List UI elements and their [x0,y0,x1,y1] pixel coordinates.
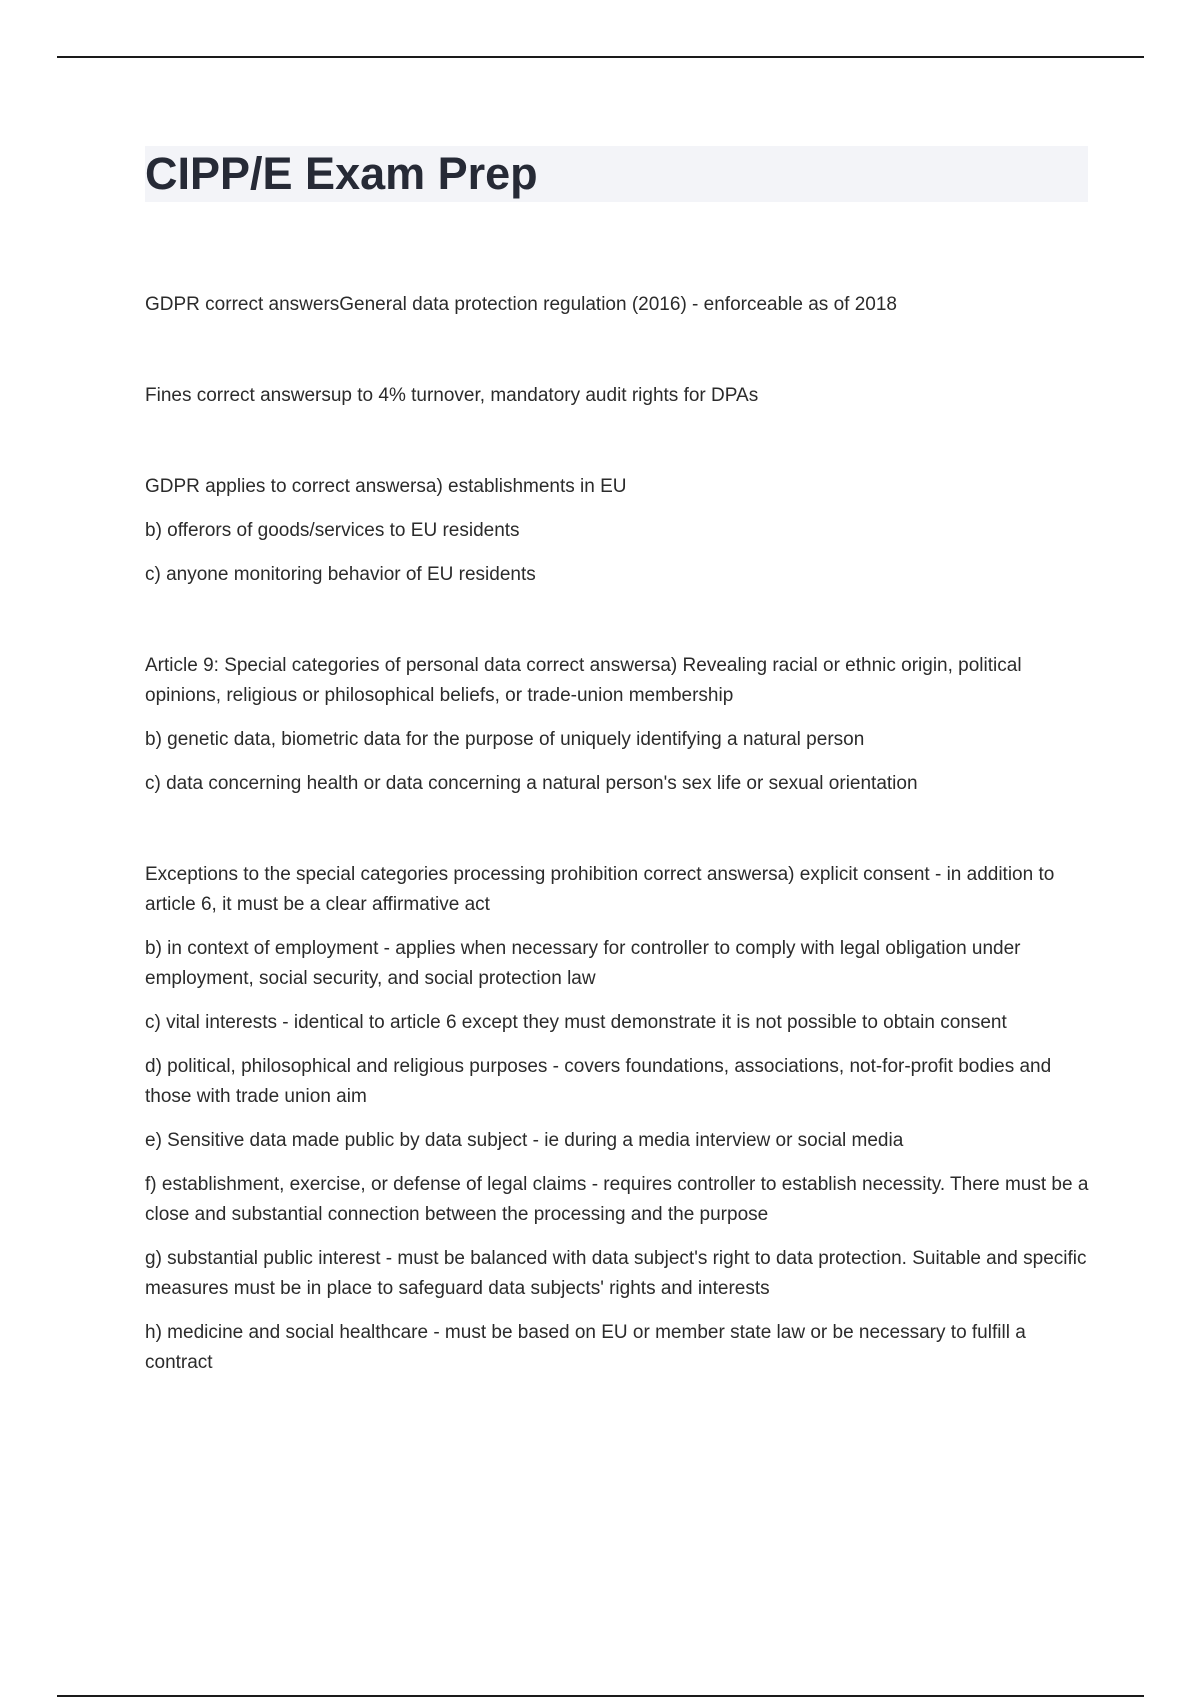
card-text: Fines correct answersup to 4% turnover, mandatory audit rights for DPAs [145,385,759,406]
flashcard-article-9 [145,651,1090,799]
card-text: h) medicine and social healthcare - must be based on EU or member state law or be necessary to fulfill a contract [145,1322,1026,1373]
page-title: CIPP/E Exam Prep [145,148,538,199]
card-text: b) genetic data, biometric data for the purpose of uniquely identifying a natural person [145,729,865,750]
top-divider [57,56,1144,58]
flashcard-gdpr [145,290,1090,320]
card-text: g) substantial public interest - must be balanced with data subject's right to data protection. Suitable and specific measures must be in place to safeguard data subjects' rights and interests [145,1248,1087,1299]
card-text: e) Sensitive data made public by data subject - ie during a media interview or social media [145,1130,904,1151]
card-text: b) in context of employment - applies when necessary for controller to comply with legal obligation under employment, social security, and social protection law [145,938,1021,989]
flashcard-gdpr-applies [145,472,1090,590]
bottom-divider [57,1695,1144,1697]
card-text: d) political, philosophical and religious purposes - covers foundations, associations, not-for-profit bodies and those with trade union aim [145,1056,1052,1107]
card-text: f) establishment, exercise, or defense of legal claims - requires controller to establish necessity. There must be a close and substantial connection between the processing and the purpose [145,1174,1089,1225]
card-text: GDPR correct answersGeneral data protection regulation (2016) - enforceable as of 2018 [145,294,897,315]
flashcard-fines [145,381,1090,411]
card-text: GDPR applies to correct answersa) establishments in EU [145,476,627,497]
card-text: Article 9: Special categories of personal data correct answersa) Revealing racial or ethnic origin, political opinions, religious or philosophical beliefs, or trade-union membership [145,655,1022,706]
card-text: Exceptions to the special categories processing prohibition correct answersa) explicit consent - in addition to article 6, it must be a clear affirmative act [145,864,1055,915]
flashcard-exceptions [145,860,1090,1378]
card-text: b) offerors of goods/services to EU residents [145,520,520,541]
flashcard-list [145,290,1090,1439]
card-text: c) vital interests - identical to article 6 except they must demonstrate it is not possible to obtain consent [145,1012,1007,1033]
card-text: c) anyone monitoring behavior of EU residents [145,564,536,585]
card-text: c) data concerning health or data concerning a natural person's sex life or sexual orientation [145,773,918,794]
